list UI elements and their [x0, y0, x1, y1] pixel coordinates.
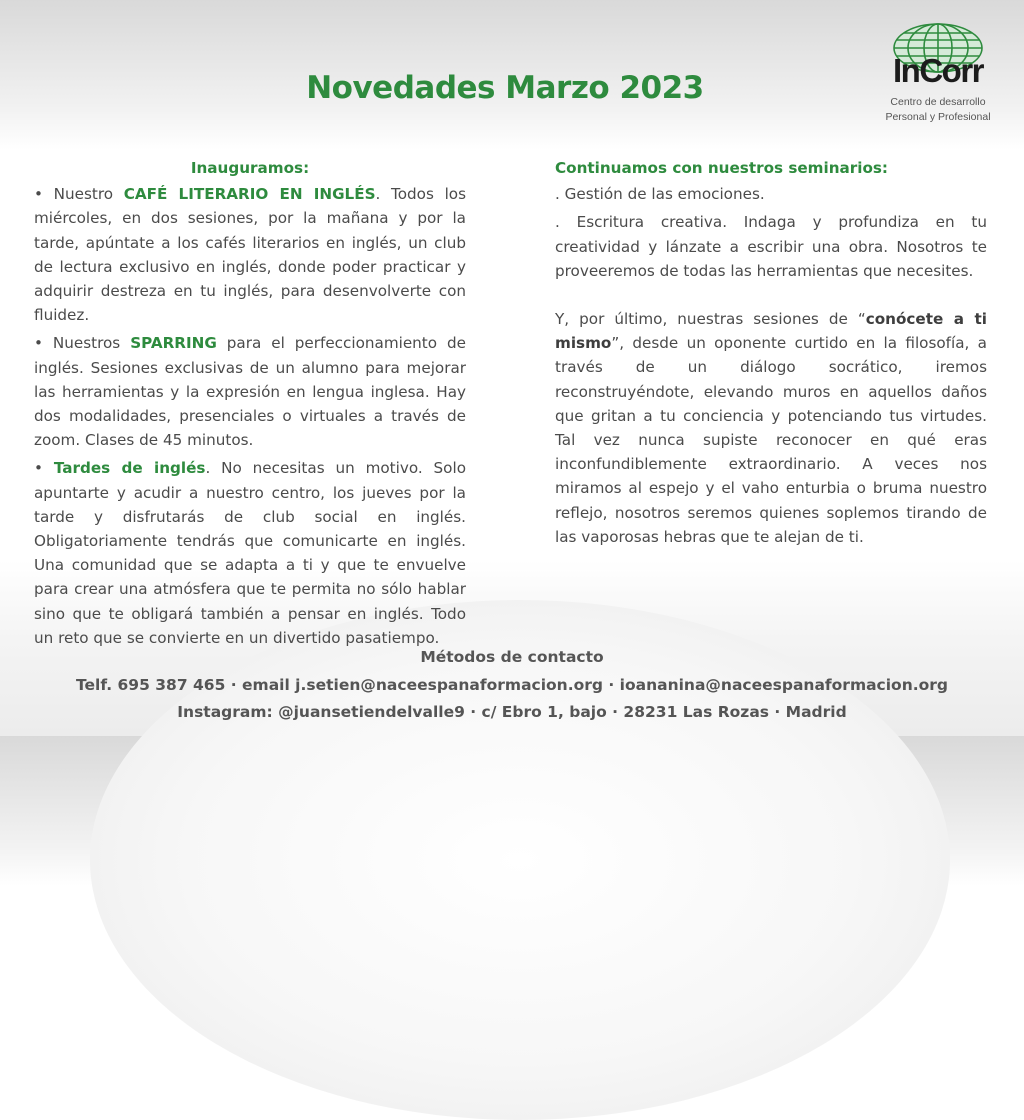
right-column — [555, 156, 987, 553]
incorr-logo — [878, 20, 998, 125]
item-text: para el perfeccionamiento de inglés. Sesiones exclusivas de un alumno para mejorar las herramientas y la expresión en lengua inglesa. Hay dos modalidades, presenciales o virtuales a través de zoom. Clases de 45 minutos. — [34, 334, 466, 450]
spacer — [555, 287, 987, 307]
contact-line-phone-email: Telf. 695 387 465 · email j.setien@naceespanaformacion.org · ioananina@naceespanaformacion.org — [75, 675, 949, 694]
list-item-sparring — [34, 331, 466, 452]
left-heading: Inauguramos: — [190, 159, 310, 177]
closing-bold-text: conócete a ti mismo — [555, 310, 987, 353]
item-highlight: Tardes de inglés — [53, 459, 206, 478]
left-column — [34, 156, 466, 654]
logo-wordmark: InCorr — [893, 52, 983, 89]
item-prefix: • — [34, 459, 54, 478]
logo-subtitle-line2: Personal y Profesional — [885, 111, 991, 123]
item-prefix: • Nuestro — [34, 185, 124, 204]
right-heading: Continuamos con nuestros seminarios: — [555, 159, 889, 177]
logo-subtitle — [878, 95, 998, 125]
item-text: . No necesitas un motivo. Solo apuntarte y acudir a nuestro centro, los jueves por la tarde y disfrutarás de club social en inglés. Obligatoriamente tendrás que comunicarte en inglés. Una comunidad que se adapta a ti y que te envuelve para crear una atmósfera que te permita no sólo hablar sino que te obligará también a pensar en inglés. Todo un reto que se convierte en un divertido pasatiempo. — [34, 459, 466, 647]
contact-section — [0, 644, 1024, 727]
contact-line-instagram-address: Instagram: @juansetiendelvalle9 · c/ Ebro 1, bajo · 28231 Las Rozas · Madrid — [177, 703, 847, 721]
list-item-tardes-de-ingles — [34, 456, 466, 650]
item-text: . Todos los miércoles, en dos sesiones, por la mañana y por la tarde, apúntate a los cafés literarios en inglés, un club de lectura exclusivo en inglés, donde poder practicar y adquirir destreza en tu inglés, para desenvolverte con fluidez. — [34, 185, 466, 325]
item-highlight: SPARRING — [130, 334, 217, 353]
closing-paragraph — [555, 307, 987, 549]
seminar-item-escritura: . Escritura creativa. Indaga y profundiza en tu creatividad y lánzate a escribir una obra. Nosotros te proveeremos de todas las herramientas que necesites. — [555, 213, 987, 280]
page-title: Novedades Marzo 2023 — [306, 70, 704, 106]
contact-heading: Métodos de contacto — [420, 648, 604, 666]
item-highlight: CAFÉ LITERARIO EN INGLÉS — [123, 185, 376, 204]
seminar-item-emociones: . Gestión de las emociones. — [555, 185, 765, 204]
closing-text-before: Y, por último, nuestras sesiones de “ — [555, 310, 866, 329]
item-prefix: • Nuestros — [34, 334, 131, 353]
closing-text-after: ”, desde un oponente curtido en la filosofía, a través de un diálogo socrático, iremos reconstruyéndote, elevando muros en aquellos daños que gritan a tu conciencia y potenciando tus virtudes. Tal vez nunca supiste reconocer en qué eras inconfundiblemente extraordinario. A veces nos miramos al espejo y el vaho enturbia o bruma nuestro reflejo, nosotros seremos quienes soplemos tirando de las vaporosas hebras que te alejan de ti. — [555, 334, 987, 546]
list-item-cafe-literario — [34, 182, 466, 327]
logo-subtitle-line1: Centro de desarrollo — [890, 96, 986, 108]
